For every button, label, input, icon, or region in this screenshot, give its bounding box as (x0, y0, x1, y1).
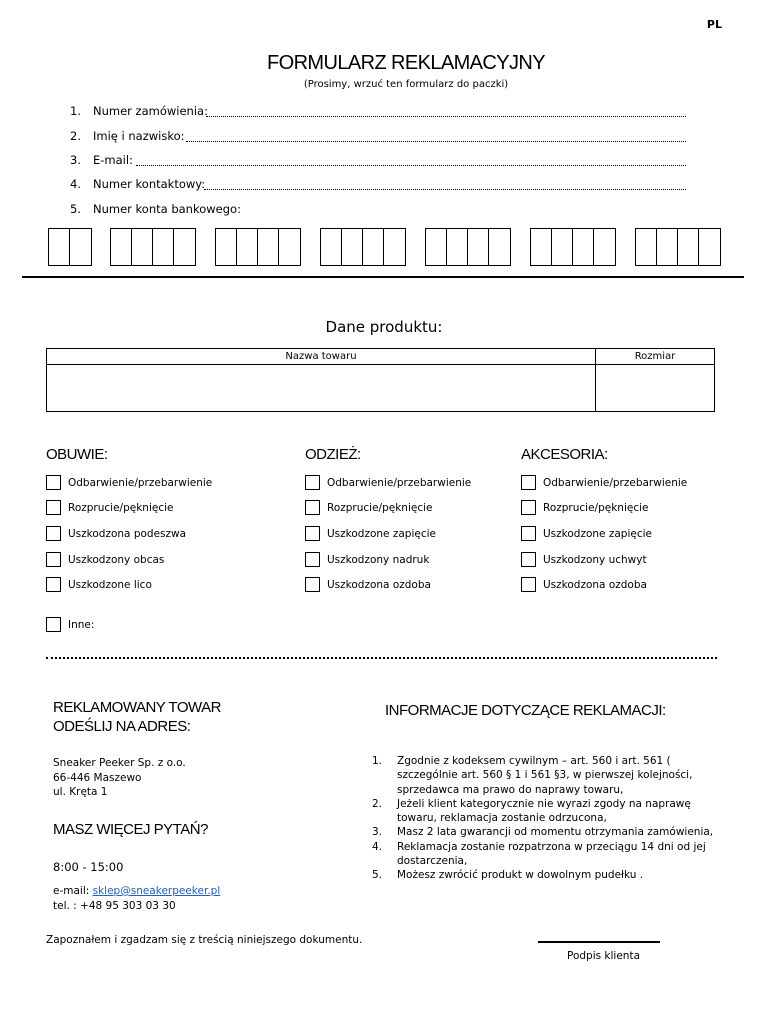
account-digit-box[interactable] (447, 229, 468, 265)
order-number-input-line[interactable] (206, 116, 686, 117)
signature-line[interactable] (538, 941, 660, 943)
checkbox-label: Odbarwienie/przebarwienie (68, 476, 213, 489)
bank-account-group (215, 228, 301, 266)
checkbox-item[interactable] (305, 552, 429, 567)
account-digit-box[interactable] (531, 229, 552, 265)
checkbox[interactable] (46, 526, 61, 541)
checkbox-item[interactable] (521, 552, 647, 567)
contact-number-input-line[interactable] (204, 189, 686, 190)
checkbox-label: Uszkodzony obcas (68, 553, 165, 566)
account-digit-box[interactable] (594, 229, 615, 265)
product-name-header: Nazwa towaru (47, 349, 596, 365)
account-digit-box[interactable] (342, 229, 363, 265)
signature-label: Podpis klienta (567, 950, 641, 962)
checkbox[interactable] (521, 475, 536, 490)
bank-account-group (530, 228, 616, 266)
list-item: 2. Jeżeli klient kategorycznie nie wyrazi zgody na naprawę towaru, reklamacja zostanie odrzucona, (372, 797, 691, 825)
checkbox-label: Uszkodzona podeszwa (68, 527, 187, 540)
product-size-header: Rozmiar (596, 349, 715, 365)
account-digit-box[interactable] (70, 229, 91, 265)
checkbox-label: Odbarwienie/przebarwienie (327, 476, 472, 489)
bank-account-group (635, 228, 721, 266)
email-input-line[interactable] (136, 165, 686, 166)
checkbox[interactable] (521, 500, 536, 515)
checkbox-label: Rozprucie/pęknięcie (543, 501, 649, 514)
checkbox[interactable] (305, 526, 320, 541)
checkbox[interactable] (305, 500, 320, 515)
account-digit-box[interactable] (49, 229, 70, 265)
checkbox-item-other[interactable] (46, 617, 94, 632)
checkbox-item[interactable] (521, 500, 648, 515)
form-subtitle: (Prosimy, wrzuć ten formularz do paczki) (303, 79, 509, 90)
checkbox[interactable] (46, 500, 61, 515)
account-digit-box[interactable] (111, 229, 132, 265)
account-digit-box[interactable] (216, 229, 237, 265)
field-bank-account: 5. Numer konta bankowego: (70, 202, 241, 216)
checkbox-item[interactable] (46, 577, 152, 592)
account-digit-box[interactable] (636, 229, 657, 265)
language-code: PL (706, 18, 722, 31)
account-digit-box[interactable] (699, 229, 720, 265)
account-digit-box[interactable] (153, 229, 174, 265)
consent-statement: Zapoznałem i zgadzam się z treścią niniejszego dokumentu. (46, 934, 363, 946)
field-label: Numer zamówienia: (93, 104, 208, 118)
account-digit-box[interactable] (468, 229, 489, 265)
phone-number: tel. : +48 95 303 03 30 (53, 899, 176, 912)
account-digit-box[interactable] (384, 229, 405, 265)
list-item: 4. Reklamacja zostanie rozpatrzona w przeciągu 14 dni od jej dostarczenia, (372, 840, 706, 868)
account-digit-box[interactable] (174, 229, 195, 265)
checkbox[interactable] (305, 475, 320, 490)
checkbox-label: Rozprucie/pęknięcie (327, 501, 433, 514)
checkbox[interactable] (46, 475, 61, 490)
checkbox-label: Uszkodzony uchwyt (543, 553, 647, 566)
account-digit-box[interactable] (678, 229, 699, 265)
checkbox-label: Uszkodzone lico (68, 578, 152, 591)
product-section-heading: Dane produktu: (325, 318, 443, 336)
checkbox-item[interactable] (46, 475, 212, 490)
account-digit-box[interactable] (321, 229, 342, 265)
category-heading-footwear: OBUWIE: (46, 446, 108, 463)
checkbox[interactable] (521, 577, 536, 592)
account-digit-box[interactable] (426, 229, 447, 265)
checkbox[interactable] (521, 552, 536, 567)
checkbox-label: Uszkodzony nadruk (327, 553, 430, 566)
opening-hours: 8:00 - 15:00 (53, 860, 124, 874)
info-list (372, 754, 722, 883)
checkbox-label: Uszkodzona ozdoba (327, 578, 431, 591)
checkbox-label: Uszkodzone zapięcie (543, 527, 652, 540)
email-link[interactable]: sklep@sneakerpeeker.pl (92, 885, 221, 897)
questions-heading: MASZ WIĘCEJ PYTAŃ? (53, 821, 208, 838)
checkbox-label: Uszkodzone zapięcie (327, 527, 436, 540)
field-label: Numer konta bankowego: (93, 202, 241, 216)
checkbox-label: Uszkodzona ozdoba (543, 578, 647, 591)
checkbox[interactable] (305, 577, 320, 592)
checkbox-item[interactable] (305, 526, 436, 541)
account-digit-box[interactable] (279, 229, 300, 265)
checkbox[interactable] (521, 526, 536, 541)
checkbox-item[interactable] (46, 526, 186, 541)
account-digit-box[interactable] (258, 229, 279, 265)
checkbox-item[interactable] (305, 577, 431, 592)
field-label: Numer kontaktowy: (93, 177, 206, 191)
account-digit-box[interactable] (657, 229, 678, 265)
checkbox-label: Odbarwienie/przebarwienie (543, 476, 688, 489)
return-address: Sneaker Peeker Sp. z o.o. 66-446 Maszewo ul. Kręta 1 (53, 757, 186, 798)
list-item: 5. Możesz zwrócić produkt w dowolnym pudełku . (372, 869, 644, 882)
full-name-input-line[interactable] (186, 141, 686, 142)
return-heading: REKLAMOWANY TOWAR ODEŚLIJ NA ADRES: (53, 699, 221, 735)
list-item: 1. Zgodnie z kodeksem cywilnym – art. 560 i art. 561 ( szczególnie art. 560 § 1 i 561 §3, w pierwszej kolejności, sprzedawca ma prawo do naprawy towaru, (372, 755, 693, 796)
checkbox-item[interactable] (305, 500, 432, 515)
account-digit-box[interactable] (552, 229, 573, 265)
checkbox-label: Inne: (68, 618, 95, 631)
product-size-cell[interactable] (596, 365, 715, 412)
checkbox-item[interactable] (521, 577, 647, 592)
checkbox-item[interactable] (521, 526, 652, 541)
checkbox[interactable] (46, 617, 61, 632)
account-digit-box[interactable] (132, 229, 153, 265)
product-name-cell[interactable] (47, 365, 596, 412)
checkbox-item[interactable] (521, 475, 687, 490)
form-title: FORMULARZ REKLAMACYJNY (267, 52, 545, 74)
checkbox[interactable] (305, 552, 320, 567)
category-heading-accessories: AKCESORIA: (521, 446, 608, 463)
field-label: E-mail: (93, 153, 133, 167)
checkbox[interactable] (46, 577, 61, 592)
checkbox-item[interactable] (46, 552, 164, 567)
account-digit-box[interactable] (489, 229, 510, 265)
category-heading-clothing: ODZIEŻ: (305, 446, 361, 463)
bank-account-group (320, 228, 406, 266)
account-digit-box[interactable] (573, 229, 594, 265)
checkbox-item[interactable] (46, 500, 173, 515)
bank-account-group (48, 228, 92, 266)
bank-account-group (110, 228, 196, 266)
field-full-name: 2. Imię i nazwisko: (70, 129, 185, 143)
checkbox-item[interactable] (305, 475, 471, 490)
field-email: 3. E-mail: (70, 153, 133, 167)
dotted-divider (46, 657, 717, 659)
field-label: Imię i nazwisko: (93, 129, 185, 143)
checkbox[interactable] (46, 552, 61, 567)
account-digit-box[interactable] (237, 229, 258, 265)
field-contact-number: 4. Numer kontaktowy: (70, 177, 206, 191)
list-item: 3. Masz 2 lata gwarancji od momentu otrzymania zamówienia, (372, 826, 714, 839)
checkbox-label: Rozprucie/pęknięcie (68, 501, 174, 514)
product-table (46, 348, 715, 412)
info-heading: INFORMACJE DOTYCZĄCE REKLAMACJI: (385, 702, 666, 719)
bank-account-group (425, 228, 511, 266)
field-order-number: 1. Numer zamówienia: (70, 104, 208, 118)
section-divider (22, 276, 744, 278)
account-digit-box[interactable] (363, 229, 384, 265)
contact-info: e-mail: sklep@sneakerpeeker.pl tel. : +48 95 303 03 30 (53, 885, 221, 912)
